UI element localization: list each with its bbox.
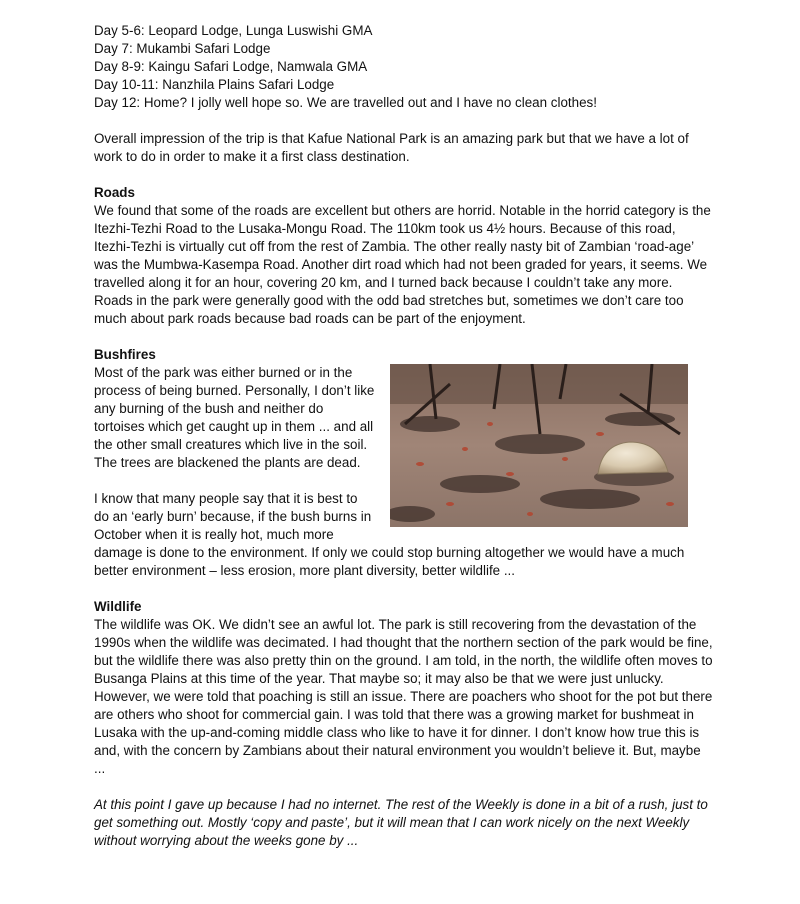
roads-text: We found that some of the roads are excellent but others are horrid. Notable in the horrid category is the Itezhi-Tezhi Road to the Lusaka-Mongu Road. The 110km took us 4½ hours. Because of this road, Itezhi-Tezhi is virtually cut off from the rest of Zambia. The other really nasty bit of Zambian ‘road-age’ was the Mumbwa-Kasempa Road. Another dirt road which had not been graded for years, it seems. We travelled along it for an hour, covering 20 km, and I turned back because I couldn’t take any more. Roads in the park were generally good with the odd bad stretches but, sometimes we don’t care too much about park roads because bad roads can be part of the enjoyment.	[94, 203, 711, 326]
document-page	[94, 22, 714, 850]
wildlife-heading: Wildlife	[94, 599, 142, 614]
bushfires-text-1: Most of the park was either burned or in the process of being burned. Personally, I don’t like any burning of the bush and neither do tortoises which get caught up in them ... and all the other small creatures which live in the soil. The trees are blackened the plants are dead.	[94, 365, 375, 470]
bushfires-heading: Bushfires	[94, 347, 156, 362]
wildlife-text-2: However, we were told that poaching is still an issue. There are poachers who shoot for the pot but there are others who shoot for commercial gain. I was told that there was a growing market for bushmeat in Lusaka with the up-and-coming middle class who like to have it for dinner. I don’t know how true this is and, with the concern by Zambians about their natural environment you wouldn’t believe it. But, maybe ...	[94, 689, 713, 776]
itinerary-item: Day 8-9: Kaingu Safari Lodge, Namwala GMA	[94, 59, 368, 74]
itinerary-item: Day 7: Mukambi Safari Lodge	[94, 41, 271, 56]
bushfires-text-2: I know that many people say that it is best to do an ‘early burn’ because, if the bush burns in October when it is really hot, much more damage is done to the environment. If only we could stop burning altogether we would have a much better environment – less erosion, more plant diversity, better wildlife ...	[94, 491, 685, 578]
itinerary-item: Day 5-6: Leopard Lodge, Lunga Luswishi GMA	[94, 23, 373, 38]
itinerary-item: Day 12: Home? I jolly well hope so. We are travelled out and I have no clean clothes!	[94, 95, 597, 110]
roads-heading: Roads	[94, 185, 135, 200]
overall-impression: Overall impression of the trip is that Kafue National Park is an amazing park but that we have a lot of work to do in order to make it a first class destination.	[94, 131, 689, 164]
wildlife-text-1: The wildlife was OK. We didn’t see an awful lot. The park is still recovering from the devastation of the 1990s when the wildlife was decimated. I had thought that the northern section of the park would be fine, but the wildlife there was also pretty thin on the ground. I am told, in the north, the wildlife often moves to Busanga Plains at this time of the year. That maybe so; it may also be that we were just unlucky.	[94, 617, 713, 686]
itinerary-list	[94, 22, 714, 112]
itinerary-item: Day 10-11: Nanzhila Plains Safari Lodge	[94, 77, 335, 92]
closing-note: At this point I gave up because I had no internet. The rest of the Weekly is done in a bit of a rush, just to get something out. Mostly ‘copy and paste’, but it will mean that I can work nicely on the next Weekly without worrying about the weeks gone by ...	[94, 797, 708, 848]
burned-bush-tortoise-photo	[390, 364, 688, 527]
